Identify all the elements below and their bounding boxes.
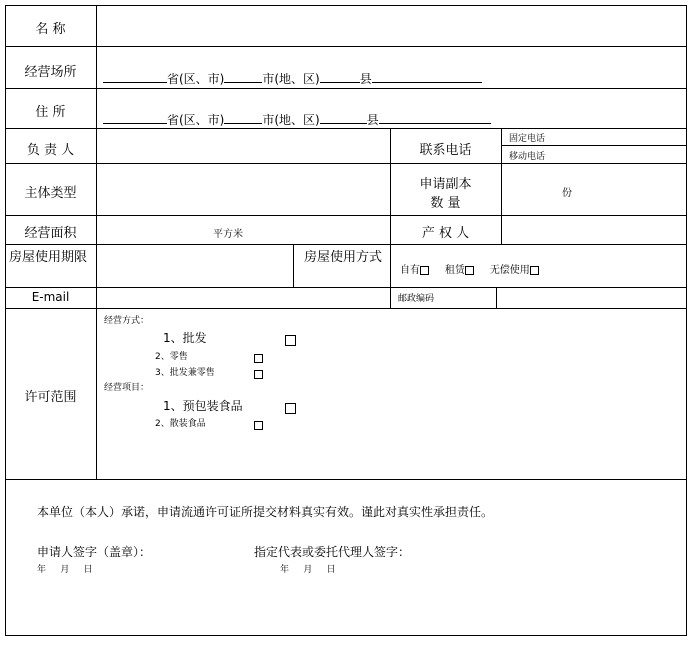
permit-scope-label: 许可范围 <box>24 390 77 405</box>
entity-type-label: 主体类型 <box>24 186 77 201</box>
bulk-food-option: 2、散装食品 <box>155 419 206 429</box>
applicant-date <box>37 562 93 575</box>
row-divider <box>5 244 687 245</box>
row-divider <box>5 308 687 309</box>
city-text: 市(地、区) <box>262 72 320 86</box>
name-field[interactable] <box>100 10 682 42</box>
month-text: 月 <box>60 565 70 575</box>
owned-checkbox[interactable] <box>420 266 429 275</box>
use-period-label: 房屋使用期限 <box>9 250 88 265</box>
mobile-phone-label: 移动电话 <box>509 152 546 162</box>
county-text: 县 <box>366 113 379 127</box>
business-place-address[interactable] <box>103 70 482 87</box>
wholesale-retail-checkbox-wrap <box>254 364 263 383</box>
business-mode-heading: 经营方式： <box>104 316 150 326</box>
free-use-checkbox[interactable] <box>530 266 539 275</box>
column-divider <box>501 128 502 244</box>
copies-label: 申请副本 <box>419 177 472 192</box>
wholesale-retail-checkbox[interactable] <box>254 370 263 379</box>
row-divider <box>5 88 687 89</box>
day-text: 日 <box>83 565 93 575</box>
row-divider <box>5 46 687 47</box>
city-text: 市(地、区) <box>262 113 320 127</box>
wholesale-retail-option: 3、批发兼零售 <box>155 368 215 378</box>
county-text: 县 <box>359 72 372 86</box>
prepackaged-food-checkbox[interactable] <box>285 403 296 414</box>
pledge-text: 本单位（本人）承诺，申请流通许可证所提交材料真实有效。谨此对真实性承担责任。 <box>37 505 494 519</box>
row-divider <box>5 479 687 480</box>
year-text: 年 <box>280 565 290 575</box>
bulk-food-checkbox[interactable] <box>254 421 263 430</box>
column-divider <box>293 244 294 287</box>
person-in-charge-label: 负 责 人 <box>26 143 75 158</box>
row-divider <box>5 163 687 164</box>
retail-checkbox[interactable] <box>254 354 263 363</box>
leased-checkbox[interactable] <box>465 266 474 275</box>
month-text: 月 <box>303 565 313 575</box>
column-divider <box>390 244 391 308</box>
copies-label-line2: 数 量 <box>430 196 461 211</box>
column-divider <box>496 287 497 308</box>
business-place-label: 经营场所 <box>24 65 77 80</box>
prepackaged-food-option: 1、预包装食品 <box>163 399 243 413</box>
row-divider <box>5 215 687 216</box>
residence-address[interactable] <box>103 111 491 128</box>
applicant-signature-label: 申请人签字（盖章）： <box>37 545 152 559</box>
phone-divider <box>501 145 687 146</box>
wholesale-checkbox-wrap <box>285 330 296 349</box>
wholesale-checkbox[interactable] <box>285 335 296 346</box>
retail-option: 2、零售 <box>155 352 188 362</box>
bulk-food-checkbox-wrap <box>254 415 263 434</box>
use-mode-label: 房屋使用方式 <box>303 250 382 265</box>
contact-phone-label: 联系电话 <box>419 143 472 158</box>
province-text: 省(区、市) <box>167 72 225 86</box>
postal-code-label: 邮政编码 <box>398 294 435 304</box>
owner-label: 产 权 人 <box>421 226 470 241</box>
day-text: 日 <box>326 565 336 575</box>
agent-date <box>280 562 336 575</box>
row-divider <box>5 128 687 129</box>
label-column-divider <box>96 5 97 479</box>
prepackaged-checkbox-wrap <box>285 398 296 417</box>
fixed-phone-label: 固定电话 <box>509 134 546 144</box>
agent-signature-label: 指定代表或委托代理人签字： <box>254 545 411 559</box>
business-items-heading: 经营项目： <box>104 383 150 393</box>
row-divider <box>5 287 687 288</box>
email-label: E-mail <box>31 290 70 304</box>
wholesale-option: 1、批发 <box>163 331 207 345</box>
name-label: 名 称 <box>35 22 66 37</box>
residence-label: 住 所 <box>35 105 66 120</box>
leased-option: 租赁 <box>444 265 465 276</box>
use-mode-options <box>400 261 539 276</box>
owned-option: 自有 <box>400 265 420 276</box>
year-text: 年 <box>37 565 47 575</box>
province-text: 省(区、市) <box>167 113 225 127</box>
free-use-option: 无偿使用 <box>489 265 530 276</box>
copies-unit: 份 <box>562 188 572 199</box>
area-label: 经营面积 <box>24 226 77 241</box>
area-unit: 平方米 <box>213 229 243 240</box>
